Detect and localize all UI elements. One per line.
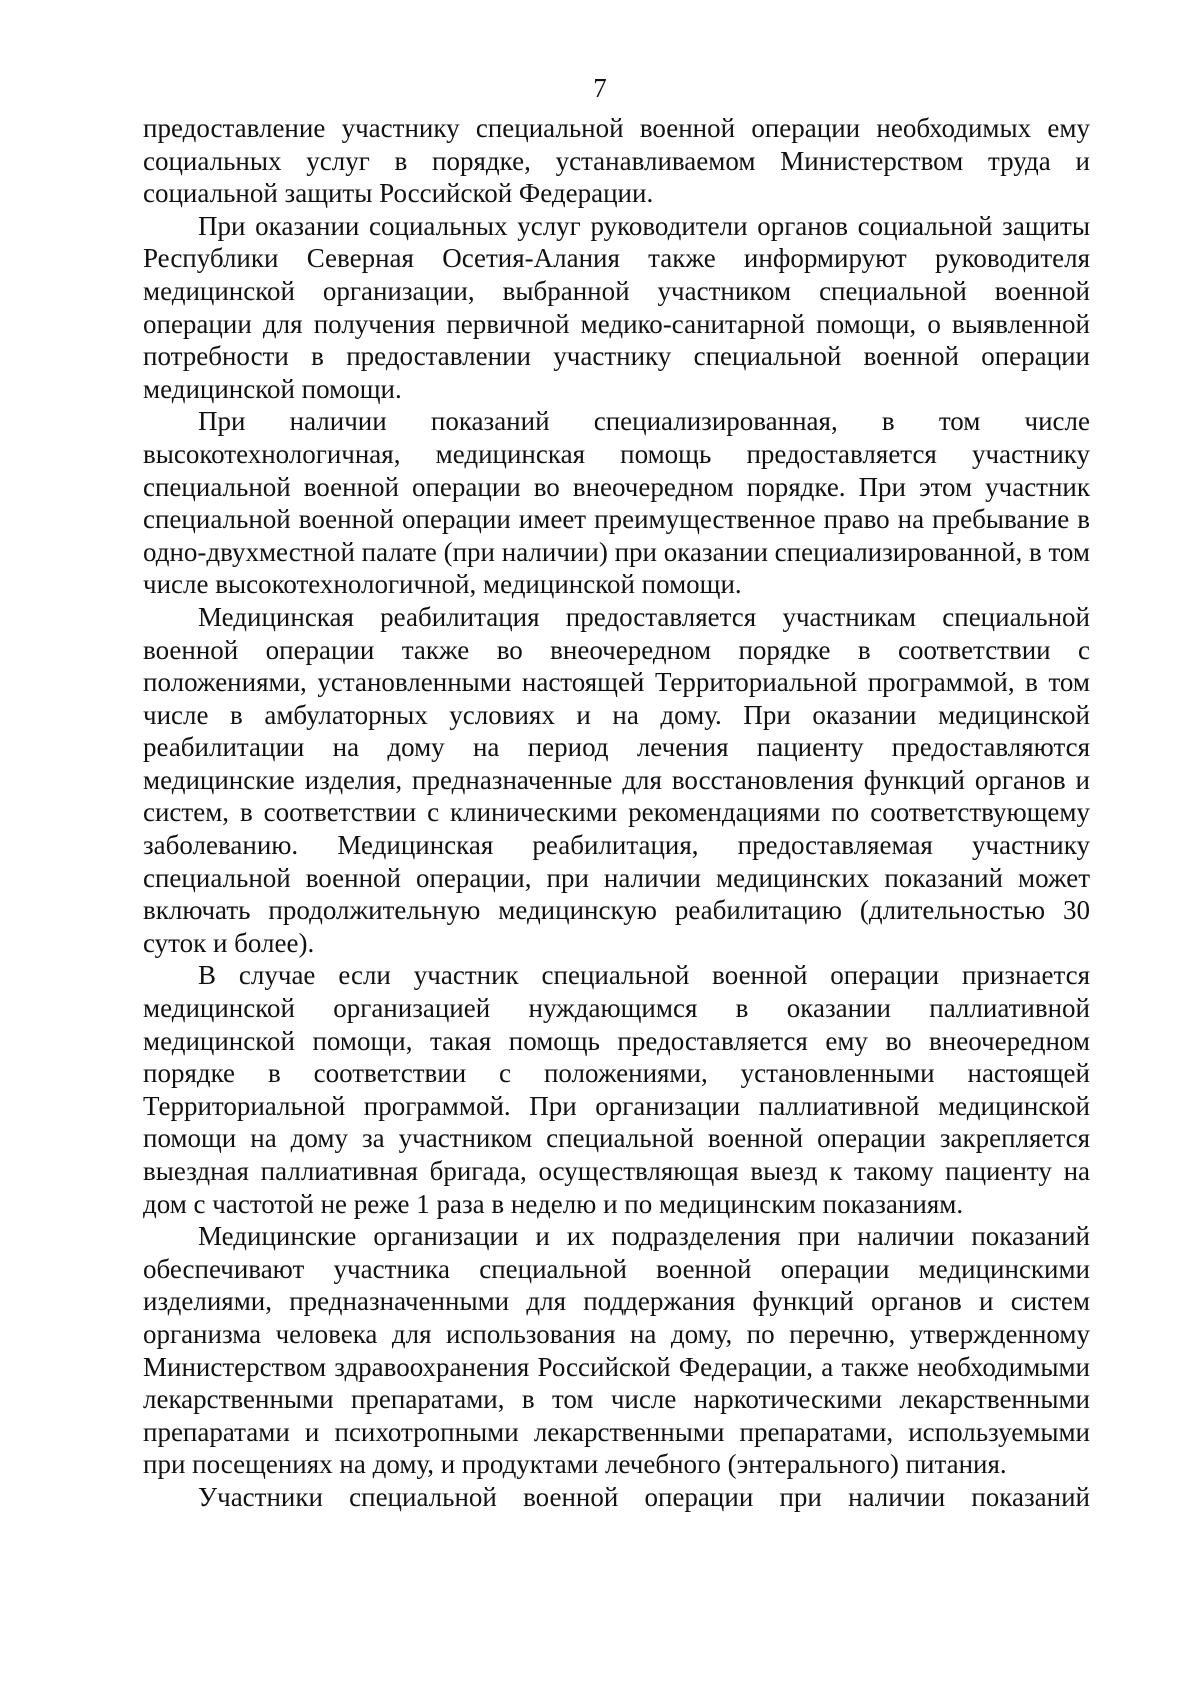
paragraph-continued: Участники специальной военной операции при наличии показаний <box>198 1481 1090 1512</box>
paragraph: Медицинские организации и их подразделения при наличии показаний обеспечивают участника специальной военной операции медицинскими изделиями, предназначенными для поддержания функций органов и систем организма человека для использования на дому, по перечню, утвержденному Министерством здравоохранения Российской Федерации, а также необходимыми лекарственными препаратами, в том числе наркотическими лекарственными препаратами и психотропными лекарственными препаратами, используемыми при посещениях на дому, и продуктами лечебного (энтерального) питания. <box>143 1221 1090 1480</box>
document-body <box>143 112 1090 1514</box>
paragraph: Медицинская реабилитация предоставляется участникам специальной военной операции также во внеочередном порядке в соответствии с положениями, установленными настоящей Территориальной программой, в том числе в амбулаторных условиях и на дому. При оказании медицинской реабилитации на дому на период лечения пациенту предоставляются медицинские изделия, предназначенные для восстановления функций органов и систем, в соответствии с клиническими рекомендациями по соответствующему заболеванию. Медицинская реабилитация, предоставляемая участнику специальной военной операции, при наличии медицинских показаний может включать продолжительную медицинскую реабилитацию (длительностью 30 суток и более). <box>143 601 1090 958</box>
paragraph: предоставление участнику специальной военной операции необходимых ему социальных услуг в порядке, устанавливаемом Министерством труда и социальной защиты Российской Федерации. <box>143 113 1090 209</box>
paragraph: При оказании социальных услуг руководители органов социальной защиты Республики Северная Осетия-Алания также информируют руководителя медицинской организации, выбранной участником специальной военной операции для получения первичной медико-санитарной помощи, о выявленной потребности в предоставлении участнику специальной военной операции медицинской помощи. <box>143 210 1090 404</box>
page-number: 7 <box>593 73 607 103</box>
paragraph: При наличии показаний специализированная, в том числе высокотехнологичная, медицинская помощь предоставляется участнику специальной военной операции во внеочередном порядке. При этом участник специальной военной операции имеет преимущественное право на пребывание в одно-двухместной палате (при наличии) при оказании специализированной, в том числе высокотехнологичной, медицинской помощи. <box>143 406 1090 600</box>
paragraph: В случае если участник специальной военной операции признается медицинской организацией нуждающимся в оказании паллиативной медицинской помощи, такая помощь предоставляется ему во внеочередном порядке в соответствии с положениями, установленными настоящей Территориальной программой. При организации паллиативной медицинской помощи на дому за участником специальной военной операции закрепляется выездная паллиативная бригада, осуществляющая выезд к такому пациенту на дом с частотой не реже 1 раза в неделю и по медицинским показаниям. <box>143 960 1090 1219</box>
